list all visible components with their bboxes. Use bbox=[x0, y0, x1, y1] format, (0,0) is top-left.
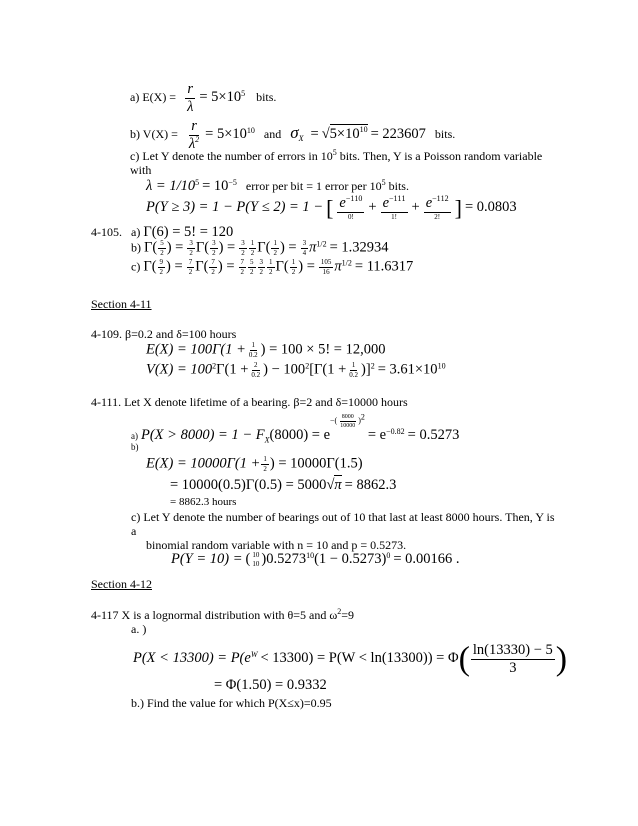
problem-4-105-label: 4-105. bbox=[91, 225, 122, 239]
poisson-with: with bbox=[130, 163, 152, 177]
ex-line: a) E(X) = $\frac{r}{\lambda}$ = $5\times 10^5$ bits. bbox=[130, 81, 277, 115]
problem-4-117a-formula: $P(X < 13300) = P(e^W < 13300) = P(W < \ln(13300)) = \Phi$( $\frac{\ln(13330) - 5}{3}$ ) bbox=[133, 640, 568, 678]
section-4-12-heading: Section 4-12 bbox=[91, 577, 152, 591]
poisson-text: c) Let Y denote the number of errors in $10^5$ bits. Then, Y is a Poisson random variable bbox=[130, 148, 543, 163]
problem-4-109-label: 4-109. β=0.2 and δ=100 hours bbox=[91, 327, 237, 341]
problem-4-117a-label: a. ) bbox=[131, 622, 147, 636]
problem-4-117b-text: b.) Find the value for which P(X≤x)=0.95 bbox=[131, 696, 332, 710]
problem-4-111c-text-3: binomial random variable with n = 10 and p = 0.5273. bbox=[146, 538, 407, 552]
poisson-prob: P(Y ≥ 3) = 1 − P(Y ≤ 2) = 1 − [ $\frac{e^{-110}}{0!}$ + $\frac{e^{-111}}{1!}$ + $\frac{e^{-112}}{2!}$ ] = 0.0803 bbox=[146, 194, 517, 221]
problem-4-111c-formula: P(Y = 10) = ( 10 10 )$0.5273^{10}(1 - 0.5273)^0 = 0.00166$ . bbox=[171, 551, 460, 569]
problem-4-109-variance: $V(X) = 100^2\Gamma(1$ + $\frac{2}{0.2}$ ) − $100^2[\Gamma(1$ + $\frac{1}{0.2}$ )]$^2 = 3.61\times 10^{10}$ bbox=[146, 361, 446, 379]
lambda-line: $\lambda = 1/10^5 = 10^{-5}$ error per bit = 1 error per $10^5$ bits. bbox=[146, 178, 409, 194]
problem-4-117a-result: = Φ(1.50) = 0.9332 bbox=[214, 677, 327, 693]
problem-4-109-mean: E(X) = 100Γ(1 + $\frac{1}{0.2}$ ) = 100 × 5! = 12,000 bbox=[146, 341, 386, 359]
problem-4-111a: a) $P(X > 8000) = 1 - F_X(8000) = e^{-( \frac{8000}{10000} )^2} = e^{-0.82} = 0.5273$ bbox=[131, 412, 460, 445]
problem-4-111b-calc: = 10000(0.5)Γ(0.5) = 5000√π = 8862.3 bbox=[170, 477, 397, 493]
problem-4-111c-text: c) Let Y denote the number of bearings out of 10 that last at least 8000 hours. Then, Y is bbox=[131, 510, 555, 524]
problem-4-105c: c) Γ( $\frac{9}{2}$ ) = $\frac{7}{2}$ Γ( $\frac{7}{2}$ ) = $\frac{7}{2}$ $\frac{5}{2}$ $\frac{3}{2}$ $\frac{1}{2}$ Γ( $\frac{1}{2}$ ) = $\frac{105}{16}$ $\pi^{1/2} = 11.6317$ bbox=[131, 258, 414, 276]
problem-4-105a: a) Γ(6) = 5! = 120 bbox=[131, 224, 234, 240]
vx-line: b) V(X) = $\frac{r}{\lambda^2}$ = $5\times 10^{10}$ and $\sigma_X = √5\times 10^{10} = 223607$ bits. bbox=[130, 118, 456, 152]
problem-4-111c-text-2: a bbox=[131, 524, 137, 538]
problem-4-111-label: 4-111. Let X denote lifetime of a bearing. β=2 and δ=10000 hours bbox=[91, 395, 408, 409]
problem-4-111b-result: = 8862.3 hours bbox=[170, 496, 237, 508]
problem-4-111b-label: b) bbox=[131, 442, 139, 452]
problem-4-105b: b) Γ( $\frac{5}{2}$ ) = $\frac{3}{2}$ Γ( $\frac{3}{2}$ ) = $\frac{3}{2}$ $\frac{1}{2}$ Γ( $\frac{1}{2}$ ) = $\frac{3}{4}$ $\pi^{1/2} = 1.32934$ bbox=[131, 239, 389, 257]
problem-4-111b-mean: E(X) = 10000Γ(1 + $\frac{1}{2}$ ) = 10000Γ(1.5) bbox=[146, 455, 363, 473]
section-4-11-heading: Section 4-11 bbox=[91, 297, 152, 311]
problem-4-117-label: 4-117 X is a lognormal distribution with θ=5 and $\omega^2=9$ bbox=[91, 607, 355, 622]
